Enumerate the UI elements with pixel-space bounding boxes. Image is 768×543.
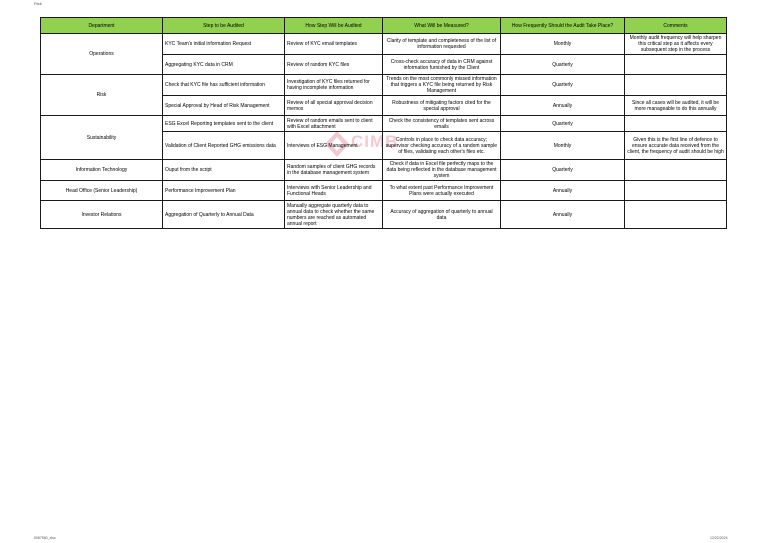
cell-frequency: Quarterly (501, 116, 625, 132)
cell-comments (625, 160, 727, 181)
cell-frequency: Quarterly (501, 160, 625, 181)
cell-what: Check the consistency of templates sent across emails (383, 116, 501, 132)
cell-comments: Monthly audit frequency will help sharpen this critical step as it affects every subsequent step in the process (625, 34, 727, 55)
cell-how: Interviews of ESG Management (285, 132, 383, 160)
cell-what: Trends on the most commonly missed information that triggers a KYC file being returned by Risk Management (383, 75, 501, 96)
cell-how: Random samples of client GHG records in the database management system (285, 160, 383, 181)
cell-department: Risk (41, 75, 163, 116)
header-step: Step to be Audited (163, 18, 285, 34)
cell-department: Operations (41, 34, 163, 75)
header-row (41, 18, 727, 34)
cell-how: Review of all special approval decision memos (285, 96, 383, 116)
cell-frequency: Monthly (501, 34, 625, 55)
cell-what: Clarity of template and completeness of the list of information requested (383, 34, 501, 55)
cell-how: Investigation of KYC files returned for having incomplete information (285, 75, 383, 96)
cell-how: Review of random KYC files (285, 55, 383, 75)
cell-step: Validation of Client Reported GHG emissions data (163, 132, 285, 160)
header-how: How Step Will be Audited (285, 18, 383, 34)
cell-step: Performance Improvement Plan (163, 181, 285, 201)
cell-department: Information Technology (41, 160, 163, 181)
cell-step: ESG Excel Reporting templates sent to the client (163, 116, 285, 132)
cell-what: Controls in place to check data accuracy; supervisor checking accuracy of a random sample of files, validating each other's files etc. (383, 132, 501, 160)
cell-comments: Given this is the first line of defence to ensure accurate data received from the client, the frequency of audit should be high (625, 132, 727, 160)
cell-step: Check that KYC file has sufficient information (163, 75, 285, 96)
cell-how: Interviews with Senior Leadership and Functional Heads (285, 181, 383, 201)
table-row (41, 201, 727, 229)
cell-frequency: Annually (501, 201, 625, 229)
table-row (41, 181, 727, 201)
table-row (41, 116, 727, 132)
cell-department: Head Office (Senior Leadership) (41, 181, 163, 201)
cell-comments (625, 55, 727, 75)
cell-comments (625, 201, 727, 229)
table-row (41, 160, 727, 181)
cell-comments (625, 181, 727, 201)
header-department: Department (41, 18, 163, 34)
cell-how: Review of random emails sent to client with Excel attachment (285, 116, 383, 132)
footer-date: 12/22/2024 (710, 536, 728, 540)
cell-what: Robustness of mitigating factors cited for the special approval (383, 96, 501, 116)
table-row (41, 34, 727, 55)
cell-frequency: Quarterly (501, 55, 625, 75)
cell-how: Review of KYC email templates (285, 34, 383, 55)
table-row (41, 75, 727, 96)
cell-step: Special Approval by Head of Risk Management (163, 96, 285, 116)
cell-step: Ouput from the script (163, 160, 285, 181)
cell-department: Sustainability (41, 116, 163, 160)
header-what: What Will be Measured? (383, 18, 501, 34)
cell-step: KYC Team's initial information Request (163, 34, 285, 55)
footer-filename: 5087560_xlsx (34, 536, 56, 540)
cell-frequency: Annually (501, 181, 625, 201)
cell-how: Manually aggregate quarterly data to annual data to check whether the same numbers are reached as automated annual report (285, 201, 383, 229)
cell-what: Accuracy of aggregation of quarterly to annual data (383, 201, 501, 229)
cell-step: Aggregation of Quarterly to Annual Data (163, 201, 285, 229)
cell-frequency: Monthly (501, 132, 625, 160)
cell-comments (625, 75, 727, 96)
cell-what: Cross-check accuracy of data in CRM against information furnished by the Client (383, 55, 501, 75)
cell-what: Check if data in Excel file perfectly maps to the data being reflected in the database management system (383, 160, 501, 181)
audit-table (40, 17, 727, 229)
cell-comments (625, 116, 727, 132)
cell-frequency: Quarterly (501, 75, 625, 96)
cell-department: Investor Relations (41, 201, 163, 229)
page-label: Risk (34, 1, 42, 6)
watermark-text: CIMB (351, 132, 399, 151)
cell-frequency: Annually (501, 96, 625, 116)
header-comments: Comments (625, 18, 727, 34)
header-frequency: How Frequently Should the Audit Take Place? (501, 18, 625, 34)
cell-comments: Since all cases will be audited, it will be more manageable to do this annually (625, 96, 727, 116)
cell-step: Aggregating KYC data in CRM (163, 55, 285, 75)
cell-what: To what extent past Performance Improvement Plans were actually executed (383, 181, 501, 201)
